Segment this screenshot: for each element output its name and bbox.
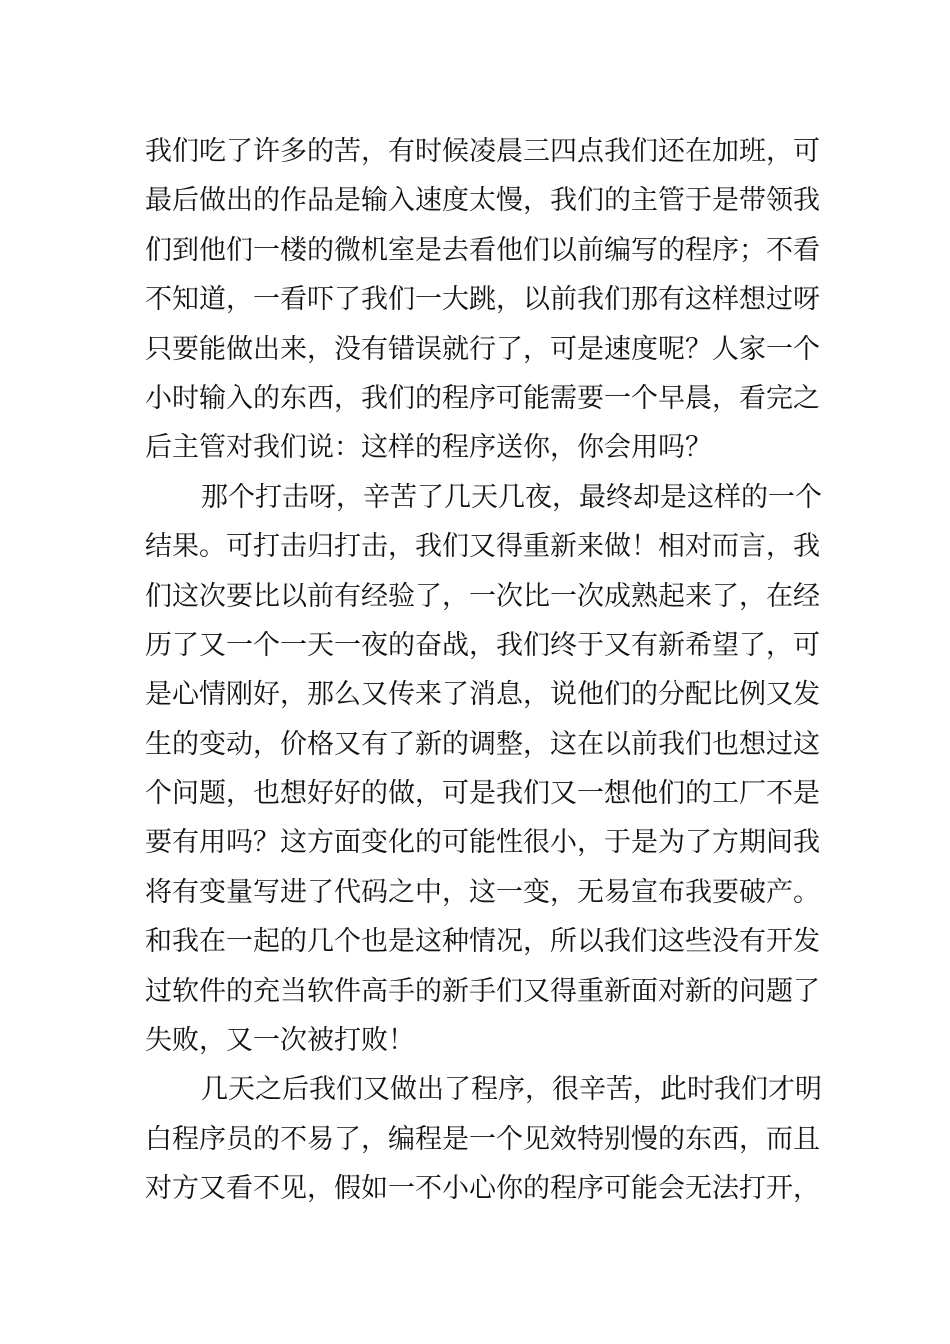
text-line: 白程序员的不易了，编程是一个见效特别慢的东西，而且 (145, 1123, 820, 1155)
text-line: 失败，又一次被打败！ (145, 1025, 415, 1057)
text-line: 最后做出的作品是输入速度太慢，我们的主管于是带领我 (145, 185, 820, 217)
text-line: 们这次要比以前有经验了，一次比一次成熟起来了，在经 (145, 580, 820, 612)
text-line: 我们吃了许多的苦，有时候凌晨三四点我们还在加班，可 (145, 136, 820, 167)
text-line: 后主管对我们说：这样的程序送你，你会用吗？ (145, 432, 712, 464)
text-line: 是心情刚好，那么又传来了消息，说他们的分配比例又发 (145, 679, 820, 711)
text-line: 只要能做出来，没有错误就行了，可是速度呢？人家一个 (145, 333, 820, 365)
text-line: 那个打击呀，辛苦了几天几夜，最终却是这样的一个 (201, 481, 822, 513)
text-line: 要有用吗？这方面变化的可能性很小，于是为了方期间我 (145, 827, 820, 859)
text-line: 对方又看不见，假如一不小心你的程序可能会无法打开， (145, 1173, 820, 1205)
text-line: 不知道，一看吓了我们一大跳，以前我们那有这样想过呀 (145, 284, 820, 316)
text-line: 历了又一个一天一夜的奋战，我们终于又有新希望了，可 (145, 629, 820, 661)
text-line: 们到他们一楼的微机室是去看他们以前编写的程序；不看 (145, 234, 820, 266)
text-line: 生的变动，价格又有了新的调整，这在以前我们也想过这 (145, 728, 820, 760)
text-line: 小时输入的东西，我们的程序可能需要一个早晨，看完之 (145, 382, 820, 414)
text-line: 结果。可打击归打击，我们又得重新来做！相对而言，我 (145, 531, 820, 563)
text-line: 个问题，也想好好的做，可是我们又一想他们的工厂不是 (145, 778, 820, 810)
text-line: 和我在一起的几个也是这种情况，所以我们这些没有开发 (145, 926, 820, 958)
text-line: 过软件的充当软件高手的新手们又得重新面对新的问题了 (145, 975, 820, 1007)
body-text (145, 127, 822, 1214)
text-line: 将有变量写进了代码之中，这一变，无易宣布我要破产。 (145, 876, 820, 908)
text-line: 几天之后我们又做出了程序，很辛苦，此时我们才明 (201, 1074, 822, 1106)
